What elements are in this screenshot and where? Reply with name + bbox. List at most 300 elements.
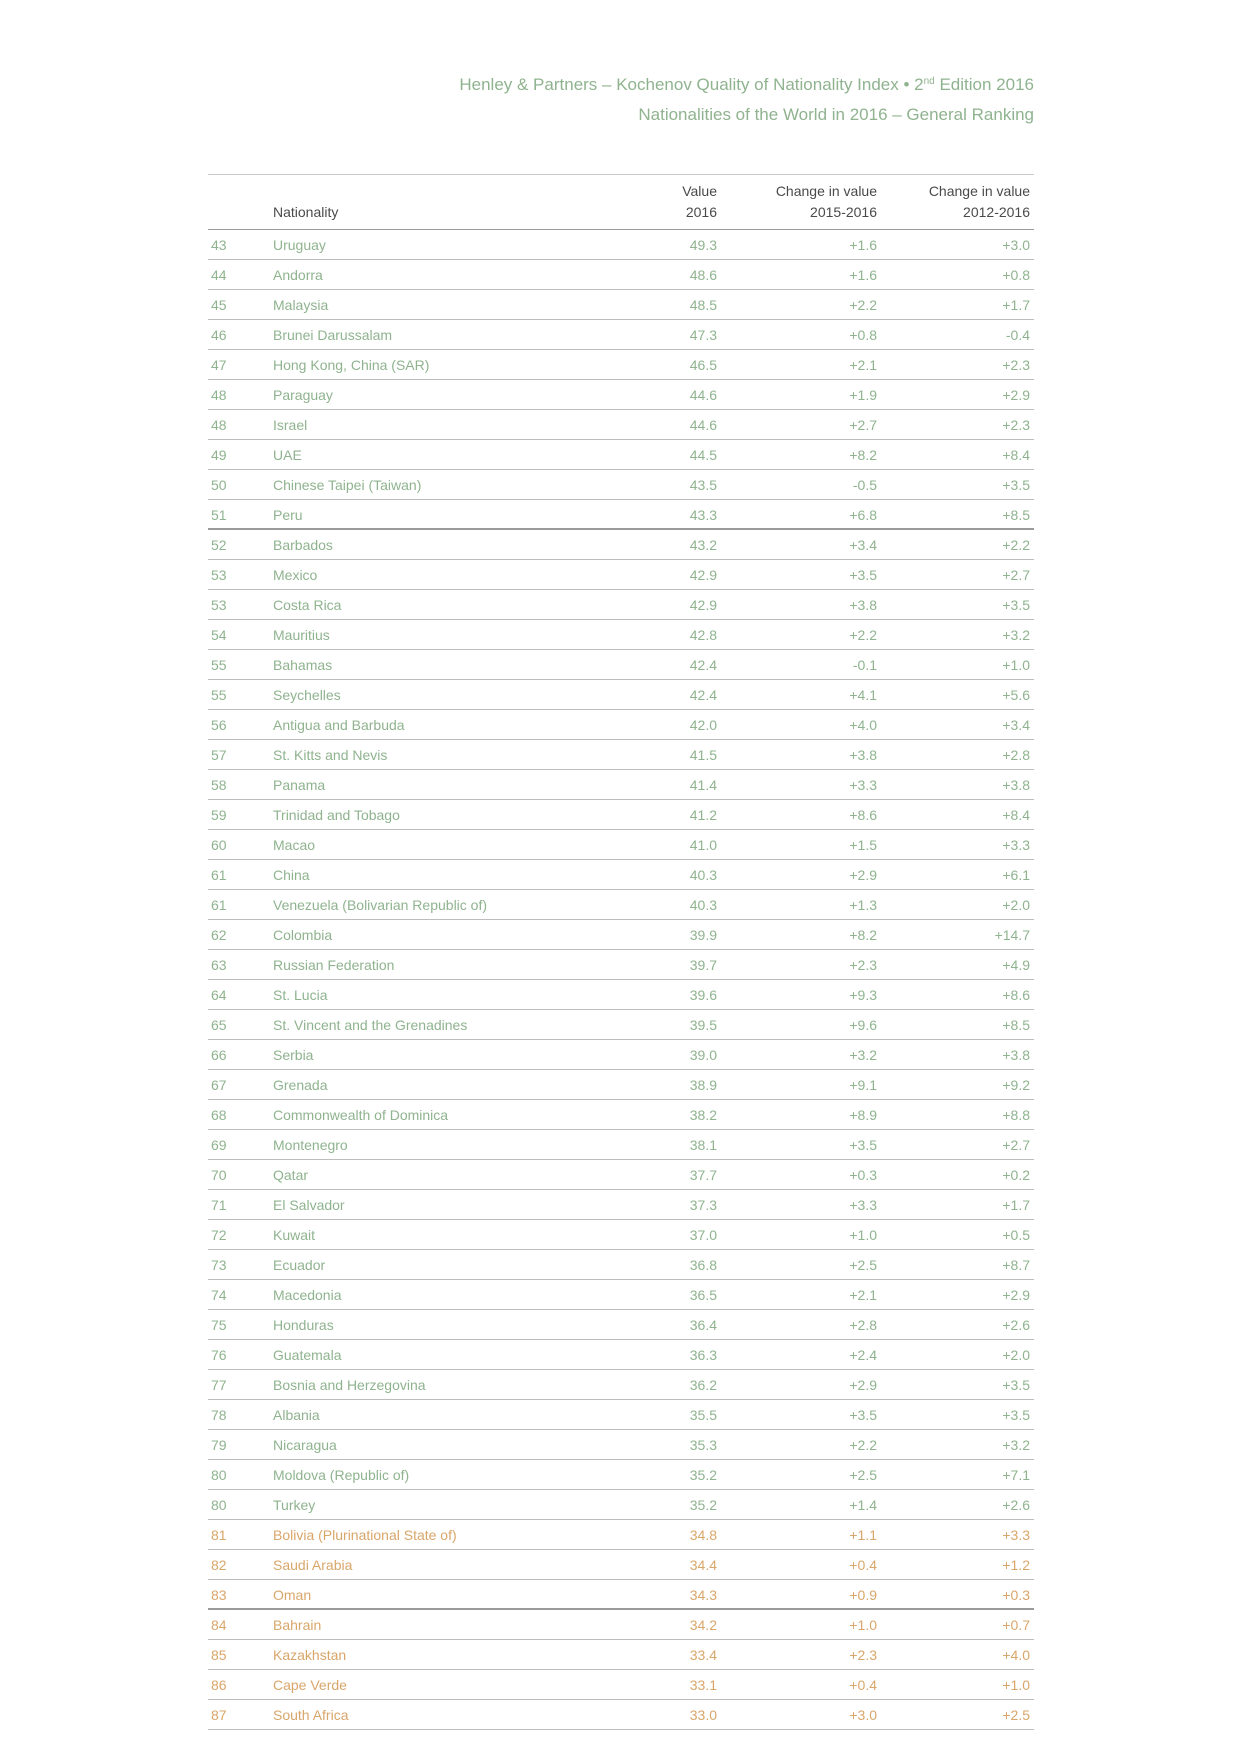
nationality-cell: Bolivia (Plurinational State of)	[273, 1527, 457, 1543]
change-2012-2016-cell: +1.7	[1002, 1197, 1030, 1213]
table-row	[208, 950, 1034, 980]
nationality-cell: Kazakhstan	[273, 1647, 347, 1663]
change-2015-2016-cell: +3.4	[849, 537, 877, 553]
nationality-cell: Nicaragua	[273, 1437, 337, 1453]
change-2015-2016-cell: -0.1	[852, 657, 877, 673]
rank-cell: 48	[211, 387, 227, 403]
change-2015-2016-cell: +3.5	[849, 1407, 877, 1423]
table-row	[208, 1310, 1034, 1340]
change-2015-2016-cell: +0.4	[849, 1557, 877, 1573]
change-2015-2016-cell: +3.3	[849, 777, 877, 793]
value-cell: 41.4	[689, 777, 717, 793]
nationality-cell: Serbia	[273, 1047, 314, 1063]
change-2015-2016-cell: +1.0	[849, 1617, 877, 1633]
value-cell: 43.5	[689, 477, 717, 493]
header-title-post: Edition 2016	[934, 75, 1034, 94]
value-cell: 33.4	[689, 1647, 717, 1663]
change-2015-2016-cell: +2.3	[849, 957, 877, 973]
change-2012-2016-cell: +2.2	[1002, 537, 1030, 553]
nationality-cell: Antigua and Barbuda	[273, 717, 405, 733]
change-2015-2016-cell: +1.6	[849, 237, 877, 253]
nationality-cell: Moldova (Republic of)	[273, 1467, 410, 1483]
rank-cell: 68	[211, 1107, 227, 1123]
rank-cell: 50	[211, 477, 227, 493]
nationality-cell: Bosnia and Herzegovina	[273, 1377, 426, 1393]
change-2012-2016-cell: +2.7	[1002, 567, 1030, 583]
table-row	[208, 350, 1034, 380]
nationality-cell: Guatemala	[273, 1347, 342, 1363]
table-row	[208, 710, 1034, 740]
value-cell: 33.1	[689, 1677, 717, 1693]
rank-cell: 55	[211, 687, 227, 703]
table-row	[208, 500, 1034, 530]
rank-cell: 80	[211, 1467, 227, 1483]
nationality-cell: Saudi Arabia	[273, 1557, 353, 1573]
change-2012-2016-cell: +2.9	[1002, 1287, 1030, 1303]
column-header-value	[682, 181, 717, 223]
value-cell: 42.8	[689, 627, 717, 643]
value-cell: 37.0	[689, 1227, 717, 1243]
value-cell: 35.2	[689, 1467, 717, 1483]
change-2015-2016-cell: -0.5	[852, 477, 877, 493]
rank-cell: 82	[211, 1557, 227, 1573]
change-2012-2016-cell: +6.1	[1002, 867, 1030, 883]
table-row	[208, 410, 1034, 440]
table-row	[208, 230, 1034, 260]
value-cell: 40.3	[689, 897, 717, 913]
rank-cell: 56	[211, 717, 227, 733]
change-2015-2016-cell: +2.2	[849, 1437, 877, 1453]
rank-cell: 49	[211, 447, 227, 463]
value-cell: 39.6	[689, 987, 717, 1003]
rank-cell: 61	[211, 867, 227, 883]
change-2012-2016-cell: +4.9	[1002, 957, 1030, 973]
rank-cell: 67	[211, 1077, 227, 1093]
nationality-cell: Venezuela (Bolivarian Republic of)	[273, 897, 488, 913]
table-row	[208, 1340, 1034, 1370]
value-cell: 38.2	[689, 1107, 717, 1123]
value-cell: 44.6	[689, 417, 717, 433]
table-row	[208, 620, 1034, 650]
value-cell: 34.3	[689, 1587, 717, 1603]
change-2012-2016-cell: +3.2	[1002, 1437, 1030, 1453]
rank-cell: 87	[211, 1707, 227, 1723]
column-header-value-line1: Value	[682, 183, 717, 199]
change-2012-2016-cell: +3.3	[1002, 1527, 1030, 1543]
rank-cell: 57	[211, 747, 227, 763]
rank-cell: 76	[211, 1347, 227, 1363]
value-cell: 42.4	[689, 687, 717, 703]
change-2012-2016-cell: +3.2	[1002, 627, 1030, 643]
value-cell: 44.6	[689, 387, 717, 403]
nationality-cell: El Salvador	[273, 1197, 345, 1213]
column-header-nationality: Nationality	[273, 204, 339, 220]
value-cell: 48.6	[689, 267, 717, 283]
change-2015-2016-cell: +4.0	[849, 717, 877, 733]
table-row	[208, 1280, 1034, 1310]
rank-cell: 83	[211, 1587, 227, 1603]
change-2015-2016-cell: +1.9	[849, 387, 877, 403]
change-2015-2016-cell: +2.1	[849, 357, 877, 373]
change-2012-2016-cell: +8.5	[1002, 1017, 1030, 1033]
header-subtitle: Nationalities of the World in 2016 – General Ranking	[638, 105, 1034, 124]
change-2015-2016-cell: +8.2	[849, 927, 877, 943]
rank-cell: 60	[211, 837, 227, 853]
nationality-cell: Commonwealth of Dominica	[273, 1107, 449, 1123]
change-2012-2016-cell: +2.3	[1002, 417, 1030, 433]
change-2015-2016-cell: +3.5	[849, 567, 877, 583]
value-cell: 35.5	[689, 1407, 717, 1423]
column-header-change1-line1: Change in value	[775, 183, 877, 199]
nationality-cell: Chinese Taipei (Taiwan)	[273, 477, 422, 493]
change-2015-2016-cell: +1.4	[849, 1497, 877, 1513]
nationality-cell: Israel	[273, 417, 308, 433]
change-2015-2016-cell: +2.7	[849, 417, 877, 433]
change-2015-2016-cell: +1.5	[849, 837, 877, 853]
rank-cell: 64	[211, 987, 227, 1003]
nationality-cell: UAE	[273, 447, 302, 463]
value-cell: 36.4	[689, 1317, 717, 1333]
change-2015-2016-cell: +9.3	[849, 987, 877, 1003]
rank-cell: 75	[211, 1317, 227, 1333]
nationality-cell: Hong Kong, China (SAR)	[273, 357, 430, 373]
table-header	[208, 174, 1034, 230]
rank-cell: 48	[211, 417, 227, 433]
change-2012-2016-cell: +0.2	[1002, 1167, 1030, 1183]
change-2012-2016-cell: +1.0	[1002, 1677, 1030, 1693]
rank-cell: 43	[211, 237, 227, 253]
change-2012-2016-cell: +14.7	[994, 927, 1030, 943]
change-2012-2016-cell: +2.5	[1002, 1707, 1030, 1723]
table-row	[208, 1610, 1034, 1640]
nationality-cell: Kuwait	[273, 1227, 316, 1243]
rank-cell: 44	[211, 267, 227, 283]
change-2015-2016-cell: +8.6	[849, 807, 877, 823]
nationality-cell: Albania	[273, 1407, 320, 1423]
change-2012-2016-cell: +7.1	[1002, 1467, 1030, 1483]
change-2012-2016-cell: +8.6	[1002, 987, 1030, 1003]
value-cell: 39.9	[689, 927, 717, 943]
table-row	[208, 320, 1034, 350]
value-cell: 33.0	[689, 1707, 717, 1723]
ranking-table	[208, 174, 1034, 1730]
column-header-value-line2: 2016	[685, 204, 717, 220]
nationality-cell: Russian Federation	[273, 957, 395, 973]
page-header	[459, 70, 1034, 130]
table-row	[208, 560, 1034, 590]
rank-cell: 55	[211, 657, 227, 673]
value-cell: 36.8	[689, 1257, 717, 1273]
rank-cell: 81	[211, 1527, 227, 1543]
nationality-cell: Costa Rica	[273, 597, 342, 613]
change-2015-2016-cell: +2.2	[849, 627, 877, 643]
rank-cell: 86	[211, 1677, 227, 1693]
table-row	[208, 1670, 1034, 1700]
table-row	[208, 1430, 1034, 1460]
nationality-cell: Montenegro	[273, 1137, 348, 1153]
nationality-cell: Peru	[273, 507, 303, 523]
nationality-cell: Seychelles	[273, 687, 341, 703]
table-row	[208, 890, 1034, 920]
value-cell: 34.2	[689, 1617, 717, 1633]
table-row	[208, 800, 1034, 830]
nationality-cell: Andorra	[273, 267, 323, 283]
table-row	[208, 1010, 1034, 1040]
table-row	[208, 1070, 1034, 1100]
change-2012-2016-cell: +3.3	[1002, 837, 1030, 853]
value-cell: 39.0	[689, 1047, 717, 1063]
change-2012-2016-cell: +1.7	[1002, 297, 1030, 313]
header-title-pre: Henley & Partners – Kochenov Quality of Nationality Index • 2	[459, 75, 924, 94]
table-row	[208, 1100, 1034, 1130]
change-2012-2016-cell: +8.4	[1002, 807, 1030, 823]
value-cell: 41.2	[689, 807, 717, 823]
change-2012-2016-cell: +4.0	[1002, 1647, 1030, 1663]
value-cell: 47.3	[689, 327, 717, 343]
change-2012-2016-cell: +2.0	[1002, 897, 1030, 913]
table-row	[208, 1460, 1034, 1490]
value-cell: 46.5	[689, 357, 717, 373]
nationality-cell: Macao	[273, 837, 316, 853]
change-2012-2016-cell: +0.3	[1002, 1587, 1030, 1603]
table-row	[208, 1250, 1034, 1280]
rank-cell: 84	[211, 1617, 227, 1633]
table-row	[208, 1160, 1034, 1190]
change-2015-2016-cell: +0.9	[849, 1587, 877, 1603]
value-cell: 35.2	[689, 1497, 717, 1513]
nationality-cell: Oman	[273, 1587, 312, 1603]
change-2012-2016-cell: +0.7	[1002, 1617, 1030, 1633]
table-row	[208, 770, 1034, 800]
value-cell: 44.5	[689, 447, 717, 463]
rank-cell: 58	[211, 777, 227, 793]
change-2012-2016-cell: +0.8	[1002, 267, 1030, 283]
column-header-change-2012-2016	[929, 181, 1030, 223]
change-2012-2016-cell: +1.0	[1002, 657, 1030, 673]
rank-cell: 69	[211, 1137, 227, 1153]
table-row	[208, 740, 1034, 770]
table-row	[208, 380, 1034, 410]
change-2015-2016-cell: +2.9	[849, 867, 877, 883]
change-2012-2016-cell: +3.5	[1002, 597, 1030, 613]
rank-cell: 74	[211, 1287, 227, 1303]
change-2012-2016-cell: +1.2	[1002, 1557, 1030, 1573]
table-row	[208, 1580, 1034, 1610]
rank-cell: 72	[211, 1227, 227, 1243]
column-header-change-2015-2016	[776, 181, 877, 223]
rank-cell: 61	[211, 897, 227, 913]
table-row	[208, 1220, 1034, 1250]
change-2012-2016-cell: +2.8	[1002, 747, 1030, 763]
rank-cell: 59	[211, 807, 227, 823]
value-cell: 38.9	[689, 1077, 717, 1093]
change-2012-2016-cell: +3.8	[1002, 777, 1030, 793]
rank-cell: 46	[211, 327, 227, 343]
rank-cell: 47	[211, 357, 227, 373]
nationality-cell: St. Vincent and the Grenadines	[273, 1017, 468, 1033]
rank-cell: 85	[211, 1647, 227, 1663]
table-row	[208, 290, 1034, 320]
nationality-cell: Barbados	[273, 537, 333, 553]
table-row	[208, 1130, 1034, 1160]
nationality-cell: Uruguay	[273, 237, 326, 253]
change-2015-2016-cell: +2.2	[849, 297, 877, 313]
nationality-cell: Cape Verde	[273, 1677, 347, 1693]
rank-cell: 45	[211, 297, 227, 313]
change-2015-2016-cell: +9.6	[849, 1017, 877, 1033]
table-row	[208, 440, 1034, 470]
table-row	[208, 830, 1034, 860]
table-row	[208, 1550, 1034, 1580]
value-cell: 42.9	[689, 567, 717, 583]
change-2015-2016-cell: +4.1	[849, 687, 877, 703]
change-2015-2016-cell: +9.1	[849, 1077, 877, 1093]
header-title-line	[459, 70, 1034, 100]
change-2015-2016-cell: +1.3	[849, 897, 877, 913]
nationality-cell: Paraguay	[273, 387, 333, 403]
change-2012-2016-cell: +2.7	[1002, 1137, 1030, 1153]
rank-cell: 65	[211, 1017, 227, 1033]
change-2012-2016-cell: +8.7	[1002, 1257, 1030, 1273]
change-2012-2016-cell: +3.0	[1002, 237, 1030, 253]
change-2015-2016-cell: +2.8	[849, 1317, 877, 1333]
change-2015-2016-cell: +1.6	[849, 267, 877, 283]
rank-cell: 53	[211, 597, 227, 613]
nationality-cell: China	[273, 867, 310, 883]
rank-cell: 71	[211, 1197, 227, 1213]
nationality-cell: Macedonia	[273, 1287, 342, 1303]
change-2012-2016-cell: +3.4	[1002, 717, 1030, 733]
change-2012-2016-cell: +0.5	[1002, 1227, 1030, 1243]
change-2015-2016-cell: +8.9	[849, 1107, 877, 1123]
value-cell: 36.5	[689, 1287, 717, 1303]
table-body	[208, 230, 1034, 1730]
rank-cell: 66	[211, 1047, 227, 1063]
table-row	[208, 650, 1034, 680]
nationality-cell: Colombia	[273, 927, 333, 943]
value-cell: 42.9	[689, 597, 717, 613]
column-header-change2-line1: Change in value	[928, 183, 1030, 199]
table-row	[208, 1190, 1034, 1220]
value-cell: 48.5	[689, 297, 717, 313]
nationality-cell: Turkey	[273, 1497, 316, 1513]
change-2015-2016-cell: +0.3	[849, 1167, 877, 1183]
rank-cell: 62	[211, 927, 227, 943]
header-title-sup: nd	[923, 76, 935, 87]
rank-cell: 78	[211, 1407, 227, 1423]
change-2012-2016-cell: +8.8	[1002, 1107, 1030, 1123]
rank-cell: 79	[211, 1437, 227, 1453]
table-row	[208, 1490, 1034, 1520]
nationality-cell: Ecuador	[273, 1257, 326, 1273]
value-cell: 39.5	[689, 1017, 717, 1033]
change-2012-2016-cell: -0.4	[1005, 327, 1030, 343]
change-2012-2016-cell: +5.6	[1002, 687, 1030, 703]
column-header-change1-line2: 2015-2016	[810, 204, 877, 220]
table-row	[208, 860, 1034, 890]
nationality-cell: Bahamas	[273, 657, 333, 673]
table-row	[208, 530, 1034, 560]
table-row	[208, 470, 1034, 500]
change-2015-2016-cell: +2.4	[849, 1347, 877, 1363]
value-cell: 42.0	[689, 717, 717, 733]
value-cell: 37.3	[689, 1197, 717, 1213]
change-2015-2016-cell: +2.9	[849, 1377, 877, 1393]
table-row	[208, 1040, 1034, 1070]
nationality-cell: St. Lucia	[273, 987, 328, 1003]
nationality-cell: Malaysia	[273, 297, 329, 313]
nationality-cell: Trinidad and Tobago	[273, 807, 400, 823]
rank-cell: 63	[211, 957, 227, 973]
change-2012-2016-cell: +3.5	[1002, 1377, 1030, 1393]
change-2015-2016-cell: +3.0	[849, 1707, 877, 1723]
table-row	[208, 1400, 1034, 1430]
rank-cell: 73	[211, 1257, 227, 1273]
change-2012-2016-cell: +8.4	[1002, 447, 1030, 463]
nationality-cell: Honduras	[273, 1317, 334, 1333]
change-2015-2016-cell: +2.5	[849, 1467, 877, 1483]
change-2012-2016-cell: +2.3	[1002, 357, 1030, 373]
table-row	[208, 1640, 1034, 1670]
rank-cell: 70	[211, 1167, 227, 1183]
value-cell: 43.2	[689, 537, 717, 553]
change-2015-2016-cell: +3.5	[849, 1137, 877, 1153]
value-cell: 34.4	[689, 1557, 717, 1573]
change-2015-2016-cell: +8.2	[849, 447, 877, 463]
nationality-cell: Grenada	[273, 1077, 328, 1093]
table-row	[208, 1520, 1034, 1550]
value-cell: 41.5	[689, 747, 717, 763]
change-2012-2016-cell: +9.2	[1002, 1077, 1030, 1093]
change-2012-2016-cell: +2.6	[1002, 1497, 1030, 1513]
change-2015-2016-cell: +0.4	[849, 1677, 877, 1693]
nationality-cell: South Africa	[273, 1707, 349, 1723]
rank-cell: 80	[211, 1497, 227, 1513]
change-2012-2016-cell: +2.0	[1002, 1347, 1030, 1363]
table-row	[208, 590, 1034, 620]
value-cell: 43.3	[689, 507, 717, 523]
nationality-cell: Mauritius	[273, 627, 330, 643]
value-cell: 41.0	[689, 837, 717, 853]
rank-cell: 53	[211, 567, 227, 583]
nationality-cell: St. Kitts and Nevis	[273, 747, 388, 763]
change-2012-2016-cell: +3.8	[1002, 1047, 1030, 1063]
change-2012-2016-cell: +3.5	[1002, 477, 1030, 493]
change-2012-2016-cell: +2.6	[1002, 1317, 1030, 1333]
table-row	[208, 920, 1034, 950]
change-2015-2016-cell: +1.0	[849, 1227, 877, 1243]
change-2015-2016-cell: +1.1	[849, 1527, 877, 1543]
rank-cell: 51	[211, 507, 227, 523]
nationality-cell: Brunei Darussalam	[273, 327, 393, 343]
rank-cell: 54	[211, 627, 227, 643]
table-row	[208, 260, 1034, 290]
change-2015-2016-cell: +2.3	[849, 1647, 877, 1663]
change-2012-2016-cell: +8.5	[1002, 507, 1030, 523]
nationality-cell: Panama	[273, 777, 326, 793]
value-cell: 42.4	[689, 657, 717, 673]
value-cell: 35.3	[689, 1437, 717, 1453]
value-cell: 39.7	[689, 957, 717, 973]
change-2012-2016-cell: +2.9	[1002, 387, 1030, 403]
change-2015-2016-cell: +2.5	[849, 1257, 877, 1273]
table-row	[208, 1700, 1034, 1730]
change-2015-2016-cell: +6.8	[849, 507, 877, 523]
table-row	[208, 1370, 1034, 1400]
value-cell: 38.1	[689, 1137, 717, 1153]
rank-cell: 77	[211, 1377, 227, 1393]
change-2015-2016-cell: +3.2	[849, 1047, 877, 1063]
